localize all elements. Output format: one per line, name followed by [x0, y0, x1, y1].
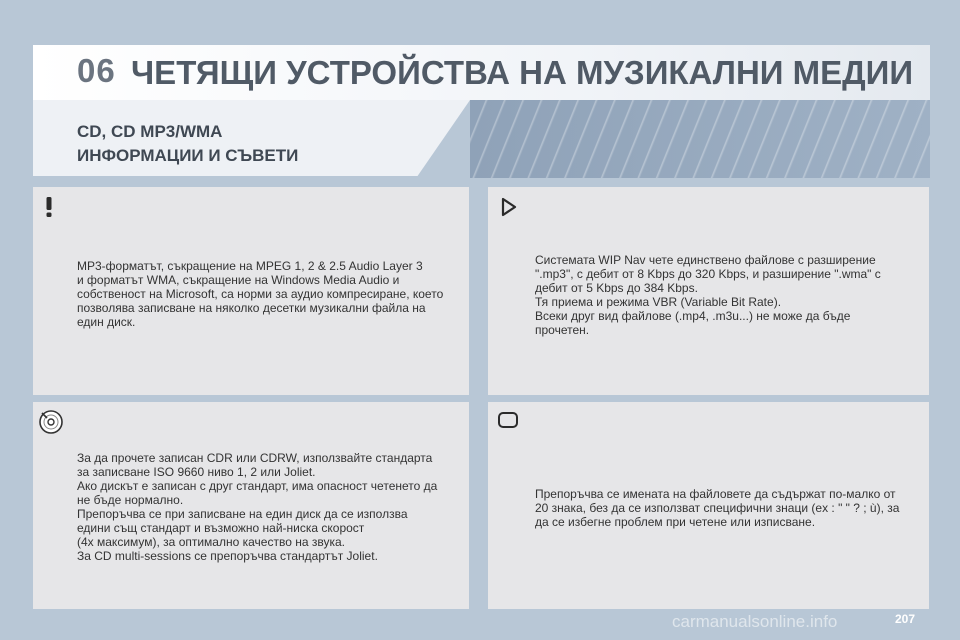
warning-text [77, 259, 443, 329]
text-line: Всеки друг вид файлове (.mp4, .m3u...) не може да бъде [535, 309, 851, 323]
text-line: За CD multi-sessions се препоръчва стандартът Joliet. [77, 549, 378, 563]
text-line: ".mp3", с дебит от 8 Kbps до 320 Kbps, и разширение ".wma" с [535, 267, 881, 281]
text-line: прочетен. [535, 323, 590, 337]
chapter-number: 06 [77, 52, 116, 89]
text-line: Ако дискът е записан с друг стандарт, има опасност четенето да [77, 479, 438, 493]
text-line: не бъде нормално. [77, 493, 184, 507]
disc-text [77, 451, 437, 563]
rounded-square-icon [497, 410, 519, 430]
text-line: MP3-форматът, съкращение на MPEG 1, 2 & 2.5 Audio Layer 3 [77, 259, 423, 273]
text-line: 20 знака, без да се използват специфични знаци (ex : " " ? ; ù), за [535, 501, 900, 515]
text-line: да се избегне проблем при четене или изписване. [535, 515, 816, 529]
footer-watermark: carmanualsonline.info [672, 612, 838, 631]
text-line: едини същ стандарт и възможно най-ниска скорост [77, 521, 365, 535]
disc-icon [38, 409, 64, 435]
exclamation-icon [37, 195, 61, 219]
text-line: За да прочете записан CDR или CDRW, използвайте стандарта [77, 451, 433, 465]
play-triangle-icon [496, 195, 520, 219]
page-title: ЧЕТЯЩИ УСТРОЙСТВА НА МУЗИКАЛНИ МЕДИИ [131, 54, 914, 91]
info-text [535, 253, 881, 337]
text-line: собственост на Microsoft, са норми за аудио компресиране, което [77, 287, 444, 301]
text-line: и форматът WMA, съкращение на Windows Media Audio и [77, 273, 400, 287]
text-line: (4x максимум), за оптимално качество на звука. [77, 535, 345, 549]
text-line: един диск. [77, 315, 136, 329]
tip-text [535, 487, 899, 529]
text-line: Препоръчва се при записване на един диск да се използва [77, 507, 408, 521]
text-line: Системата WIP Nav чете единствено файлове с разширение [535, 253, 876, 267]
text-line: Препоръчва се имената на файловете да съдържат по-малко от [535, 487, 896, 501]
text-line: за записване ISO 9660 ниво 1, 2 или Joliet. [77, 465, 316, 479]
header-decoration [470, 100, 930, 178]
section-title: CD, CD MP3/WMA [77, 122, 223, 141]
text-line: позволява записване на няколко десетки музикални файла на [77, 301, 426, 315]
text-line: дебит от 5 Kbps до 384 Kbps. [535, 281, 698, 295]
section-subtitle: ИНФОРМАЦИИ И СЪВЕТИ [77, 146, 299, 165]
page-number: 207 [895, 612, 916, 626]
text-line: Тя приема и режима VBR (Variable Bit Rate). [535, 295, 782, 309]
